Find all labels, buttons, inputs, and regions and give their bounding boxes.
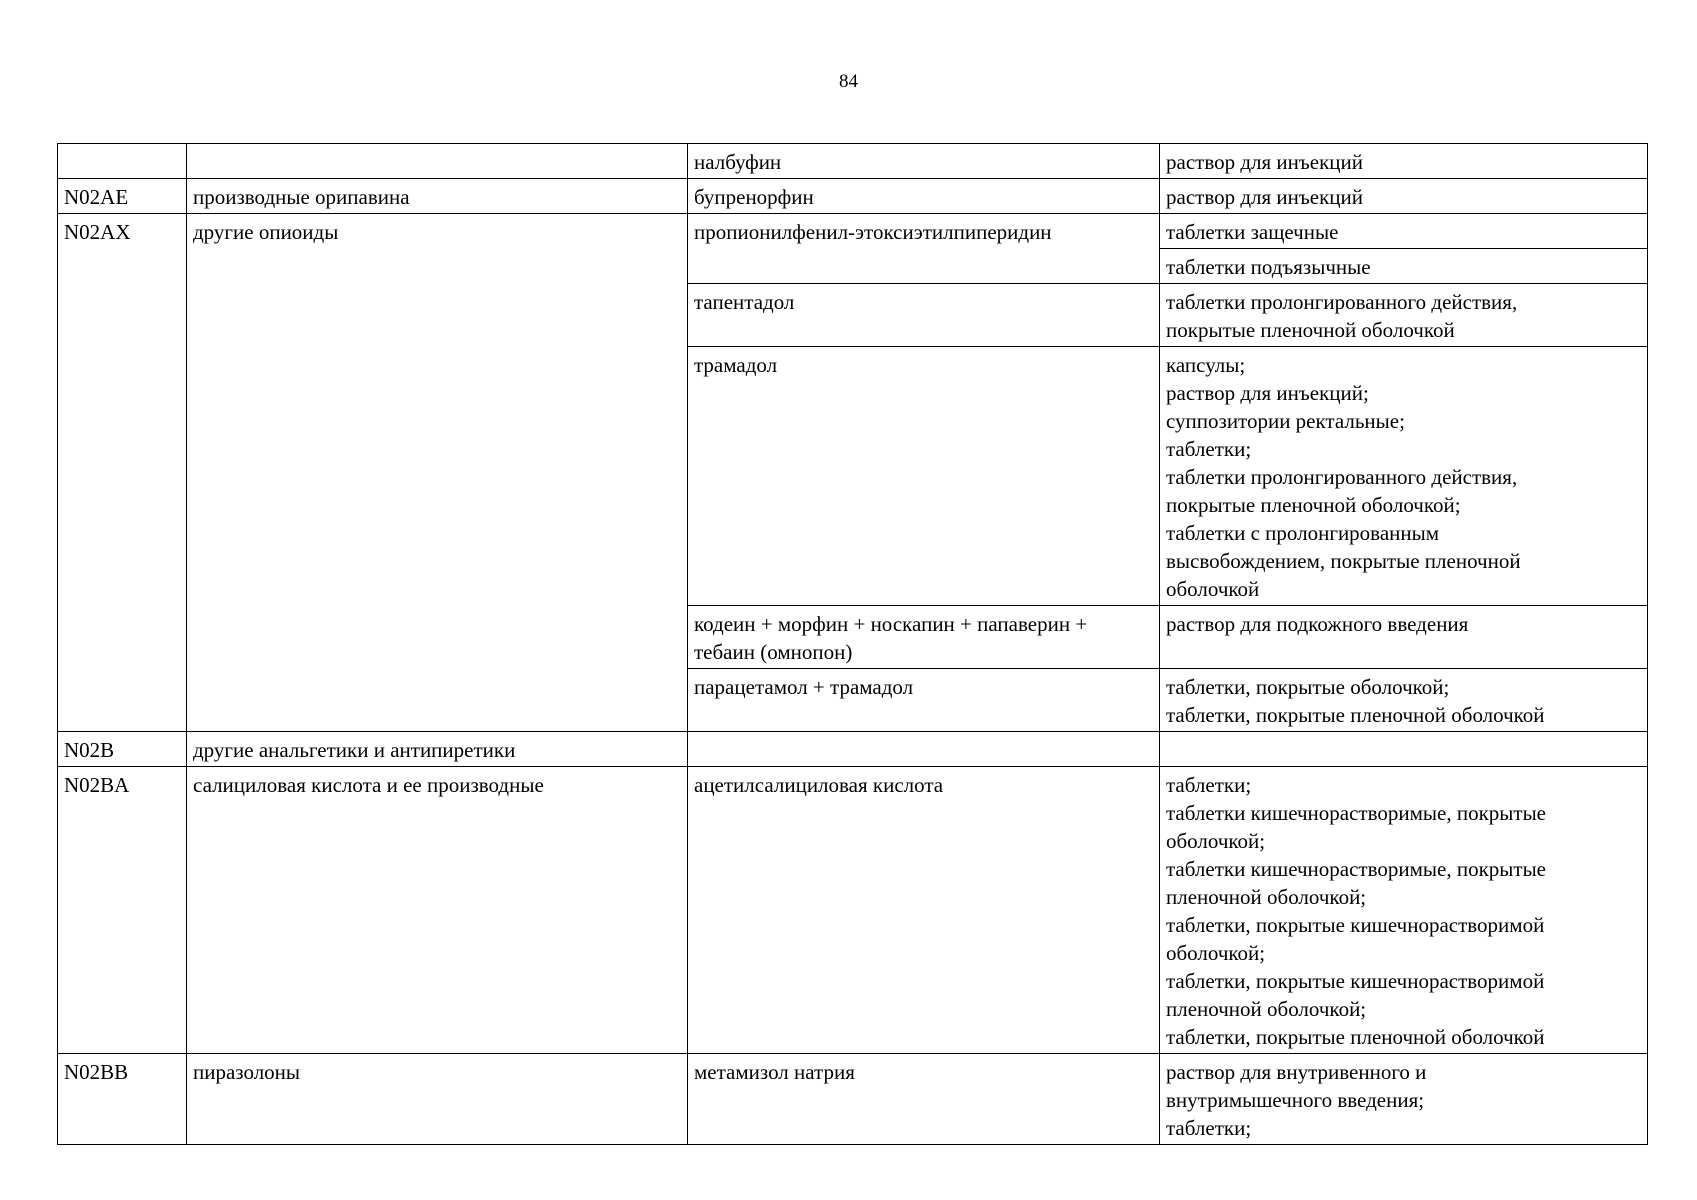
atc-code-cell [58,144,187,179]
atc-code-cell: N02BB [58,1054,187,1145]
drug-name-cell: трамадол [688,347,1160,606]
atc-group-cell: салициловая кислота и ее производные [187,767,688,1054]
drug-table [57,143,1648,1145]
dosage-forms-cell: таблетки пролонгированного действия, покрытые пленочной оболочкой [1160,284,1648,347]
drug-name-cell: тапентадол [688,284,1160,347]
drug-name-cell: кодеин + морфин + носкапин + папаверин + тебаин (омнопон) [688,606,1160,669]
dosage-forms-cell: капсулы; раствор для инъекций; суппозитории ректальные; таблетки; таблетки пролонгированного действия, покрытые пленочной оболочкой; таблетки с пролонгированным высвобождением, покрытые пленочной оболочкой [1160,347,1648,606]
dosage-forms-cell: таблетки подъязычные [1160,249,1648,284]
atc-group-cell: другие анальгетики и антипиретики [187,732,688,767]
atc-code-cell: N02AX [58,214,187,732]
atc-group-cell: производные орипавина [187,179,688,214]
atc-group-cell: пиразолоны [187,1054,688,1145]
table-row [58,144,1648,179]
drug-name-cell: парацетамол + трамадол [688,669,1160,732]
table-row [58,214,1648,249]
dosage-forms-cell: таблетки, покрытые оболочкой; таблетки, покрытые пленочной оболочкой [1160,669,1648,732]
atc-group-cell: другие опиоиды [187,214,688,732]
dosage-forms-cell: раствор для подкожного введения [1160,606,1648,669]
atc-code-cell: N02B [58,732,187,767]
table-row [58,732,1648,767]
table-row [58,767,1648,1054]
atc-group-cell [187,144,688,179]
dosage-forms-cell: раствор для инъекций [1160,144,1648,179]
drug-name-cell [688,732,1160,767]
page-number: 84 [839,71,858,92]
drug-name-cell: ацетилсалициловая кислота [688,767,1160,1054]
atc-code-cell: N02AE [58,179,187,214]
drug-name-cell: налбуфин [688,144,1160,179]
drug-name-cell: пропионилфенил-этоксиэтилпиперидин [688,214,1160,284]
table-row [58,179,1648,214]
drug-name-cell: метамизол натрия [688,1054,1160,1145]
drug-name-cell: бупренорфин [688,179,1160,214]
dosage-forms-cell: раствор для внутривенного и внутримышечного введения; таблетки; [1160,1054,1648,1145]
dosage-forms-cell: таблетки; таблетки кишечнорастворимые, покрытые оболочкой; таблетки кишечнорастворимые, покрытые пленочной оболочкой; таблетки, покрытые кишечнорастворимой оболочкой; таблетки, покрытые кишечнорастворимой пленочной оболочкой; таблетки, покрытые пленочной оболочкой [1160,767,1648,1054]
dosage-forms-cell [1160,732,1648,767]
dosage-forms-cell: раствор для инъекций [1160,179,1648,214]
atc-code-cell: N02BA [58,767,187,1054]
table-row [58,1054,1648,1145]
dosage-forms-cell: таблетки защечные [1160,214,1648,249]
